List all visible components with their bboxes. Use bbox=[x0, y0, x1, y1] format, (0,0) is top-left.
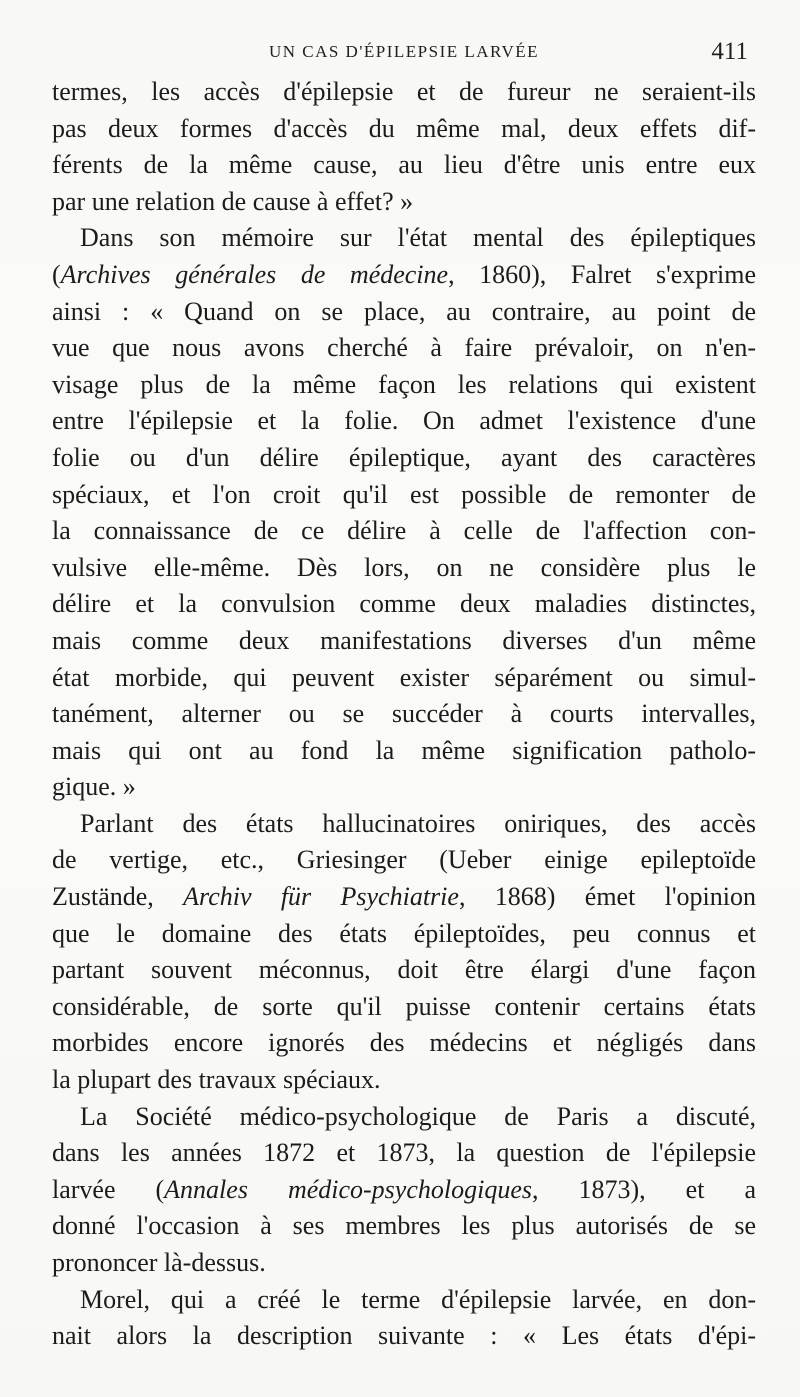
text-line: Dans son mémoire sur l'état mental des épileptiques bbox=[80, 223, 756, 253]
text-line: termes, les accès d'épilepsie et de fureur ne seraient-ils bbox=[52, 77, 756, 106]
text-line: par une relation de cause à effet? » bbox=[52, 186, 414, 216]
text-line: tanément, alterner ou se succéder à courts intervalles, bbox=[52, 699, 756, 729]
text-line: dans les années 1872 et 1873, la question de l'épilepsie bbox=[52, 1138, 756, 1168]
text-line: Parlant des états hallucinatoires oniriques, des accès bbox=[80, 808, 756, 838]
text-line: gique. » bbox=[52, 772, 136, 802]
text-line: vulsive elle-même. Dès lors, on ne considère plus le bbox=[52, 552, 756, 582]
text-line: partant souvent méconnus, doit être élargi d'une façon bbox=[52, 955, 756, 985]
text-line: la connaissance de ce délire à celle de l'affection con- bbox=[52, 516, 756, 546]
paragraph bbox=[52, 220, 756, 806]
text-line: La Société médico-psychologique de Paris a discuté, bbox=[80, 1101, 756, 1131]
text-line: folie ou d'un délire épileptique, ayant des caractères bbox=[52, 442, 756, 472]
text-line: de vertige, etc., Griesinger (Ueber einige epileptoïde bbox=[52, 845, 756, 875]
text-line: spéciaux, et l'on croit qu'il est possible de remonter de bbox=[52, 479, 756, 509]
citation-title: Archiv für Psychiatrie bbox=[183, 882, 459, 912]
text-line: prononcer là-dessus. bbox=[52, 1248, 266, 1277]
text-line: mais comme deux manifestations diverses d'un même bbox=[52, 625, 756, 655]
text-line: ainsi : « Quand on se place, au contraire, au point de bbox=[52, 296, 756, 326]
running-head bbox=[52, 30, 756, 74]
paragraph bbox=[52, 1099, 756, 1282]
text-line: Morel, qui a créé le terme d'épilepsie larvée, en don- bbox=[80, 1284, 756, 1314]
page-number: 411 bbox=[711, 38, 748, 65]
paragraph bbox=[52, 1282, 756, 1355]
text-line: férents de la même cause, au lieu d'être unis entre eux bbox=[52, 150, 756, 180]
citation-title: Archives générales de médecine bbox=[60, 259, 449, 289]
text-line: mais qui ont au fond la même signification patholo- bbox=[52, 735, 756, 765]
text-line: la plupart des travaux spéciaux. bbox=[52, 1065, 381, 1095]
running-title: UN CAS D'ÉPILEPSIE LARVÉE bbox=[268, 42, 540, 61]
citation-title: Annales médico-psychologiques bbox=[164, 1174, 532, 1204]
text-line: que le domaine des états épileptoïdes, peu connus et bbox=[52, 918, 756, 948]
text-line: délire et la convulsion comme deux maladies distinctes, bbox=[52, 589, 756, 619]
text-line: considérable, de sorte qu'il puisse contenir certains états bbox=[52, 991, 756, 1021]
text-line: pas deux formes d'accès du même mal, deux effets dif- bbox=[52, 113, 756, 143]
text-line: visage plus de la même façon les relations qui existent bbox=[52, 369, 756, 399]
text-line: vue que nous avons cherché à faire prévaloir, on n'en- bbox=[52, 333, 756, 363]
body-text bbox=[52, 74, 756, 1355]
text-line: entre l'épilepsie et la folie. On admet l'existence d'une bbox=[52, 406, 756, 436]
text-line-with-citation: larvée (Annales médico-psychologiques, 1873), et a bbox=[52, 1174, 756, 1204]
text-line: donné l'occasion à ses membres les plus autorisés de se bbox=[52, 1211, 756, 1241]
text-line: morbides encore ignorés des médecins et négligés dans bbox=[52, 1028, 756, 1058]
paragraph bbox=[52, 806, 756, 1099]
paragraph bbox=[52, 74, 756, 220]
text-line: nait alors la description suivante : « Les états d'épi- bbox=[52, 1321, 756, 1351]
text-line: état morbide, qui peuvent exister séparément ou simul- bbox=[52, 662, 756, 692]
text-line-with-citation: Zustände, Archiv für Psychiatrie, 1868) émet l'opinion bbox=[52, 882, 757, 912]
text-line-with-citation: (Archives générales de médecine, 1860), Falret s'exprime bbox=[52, 259, 756, 289]
